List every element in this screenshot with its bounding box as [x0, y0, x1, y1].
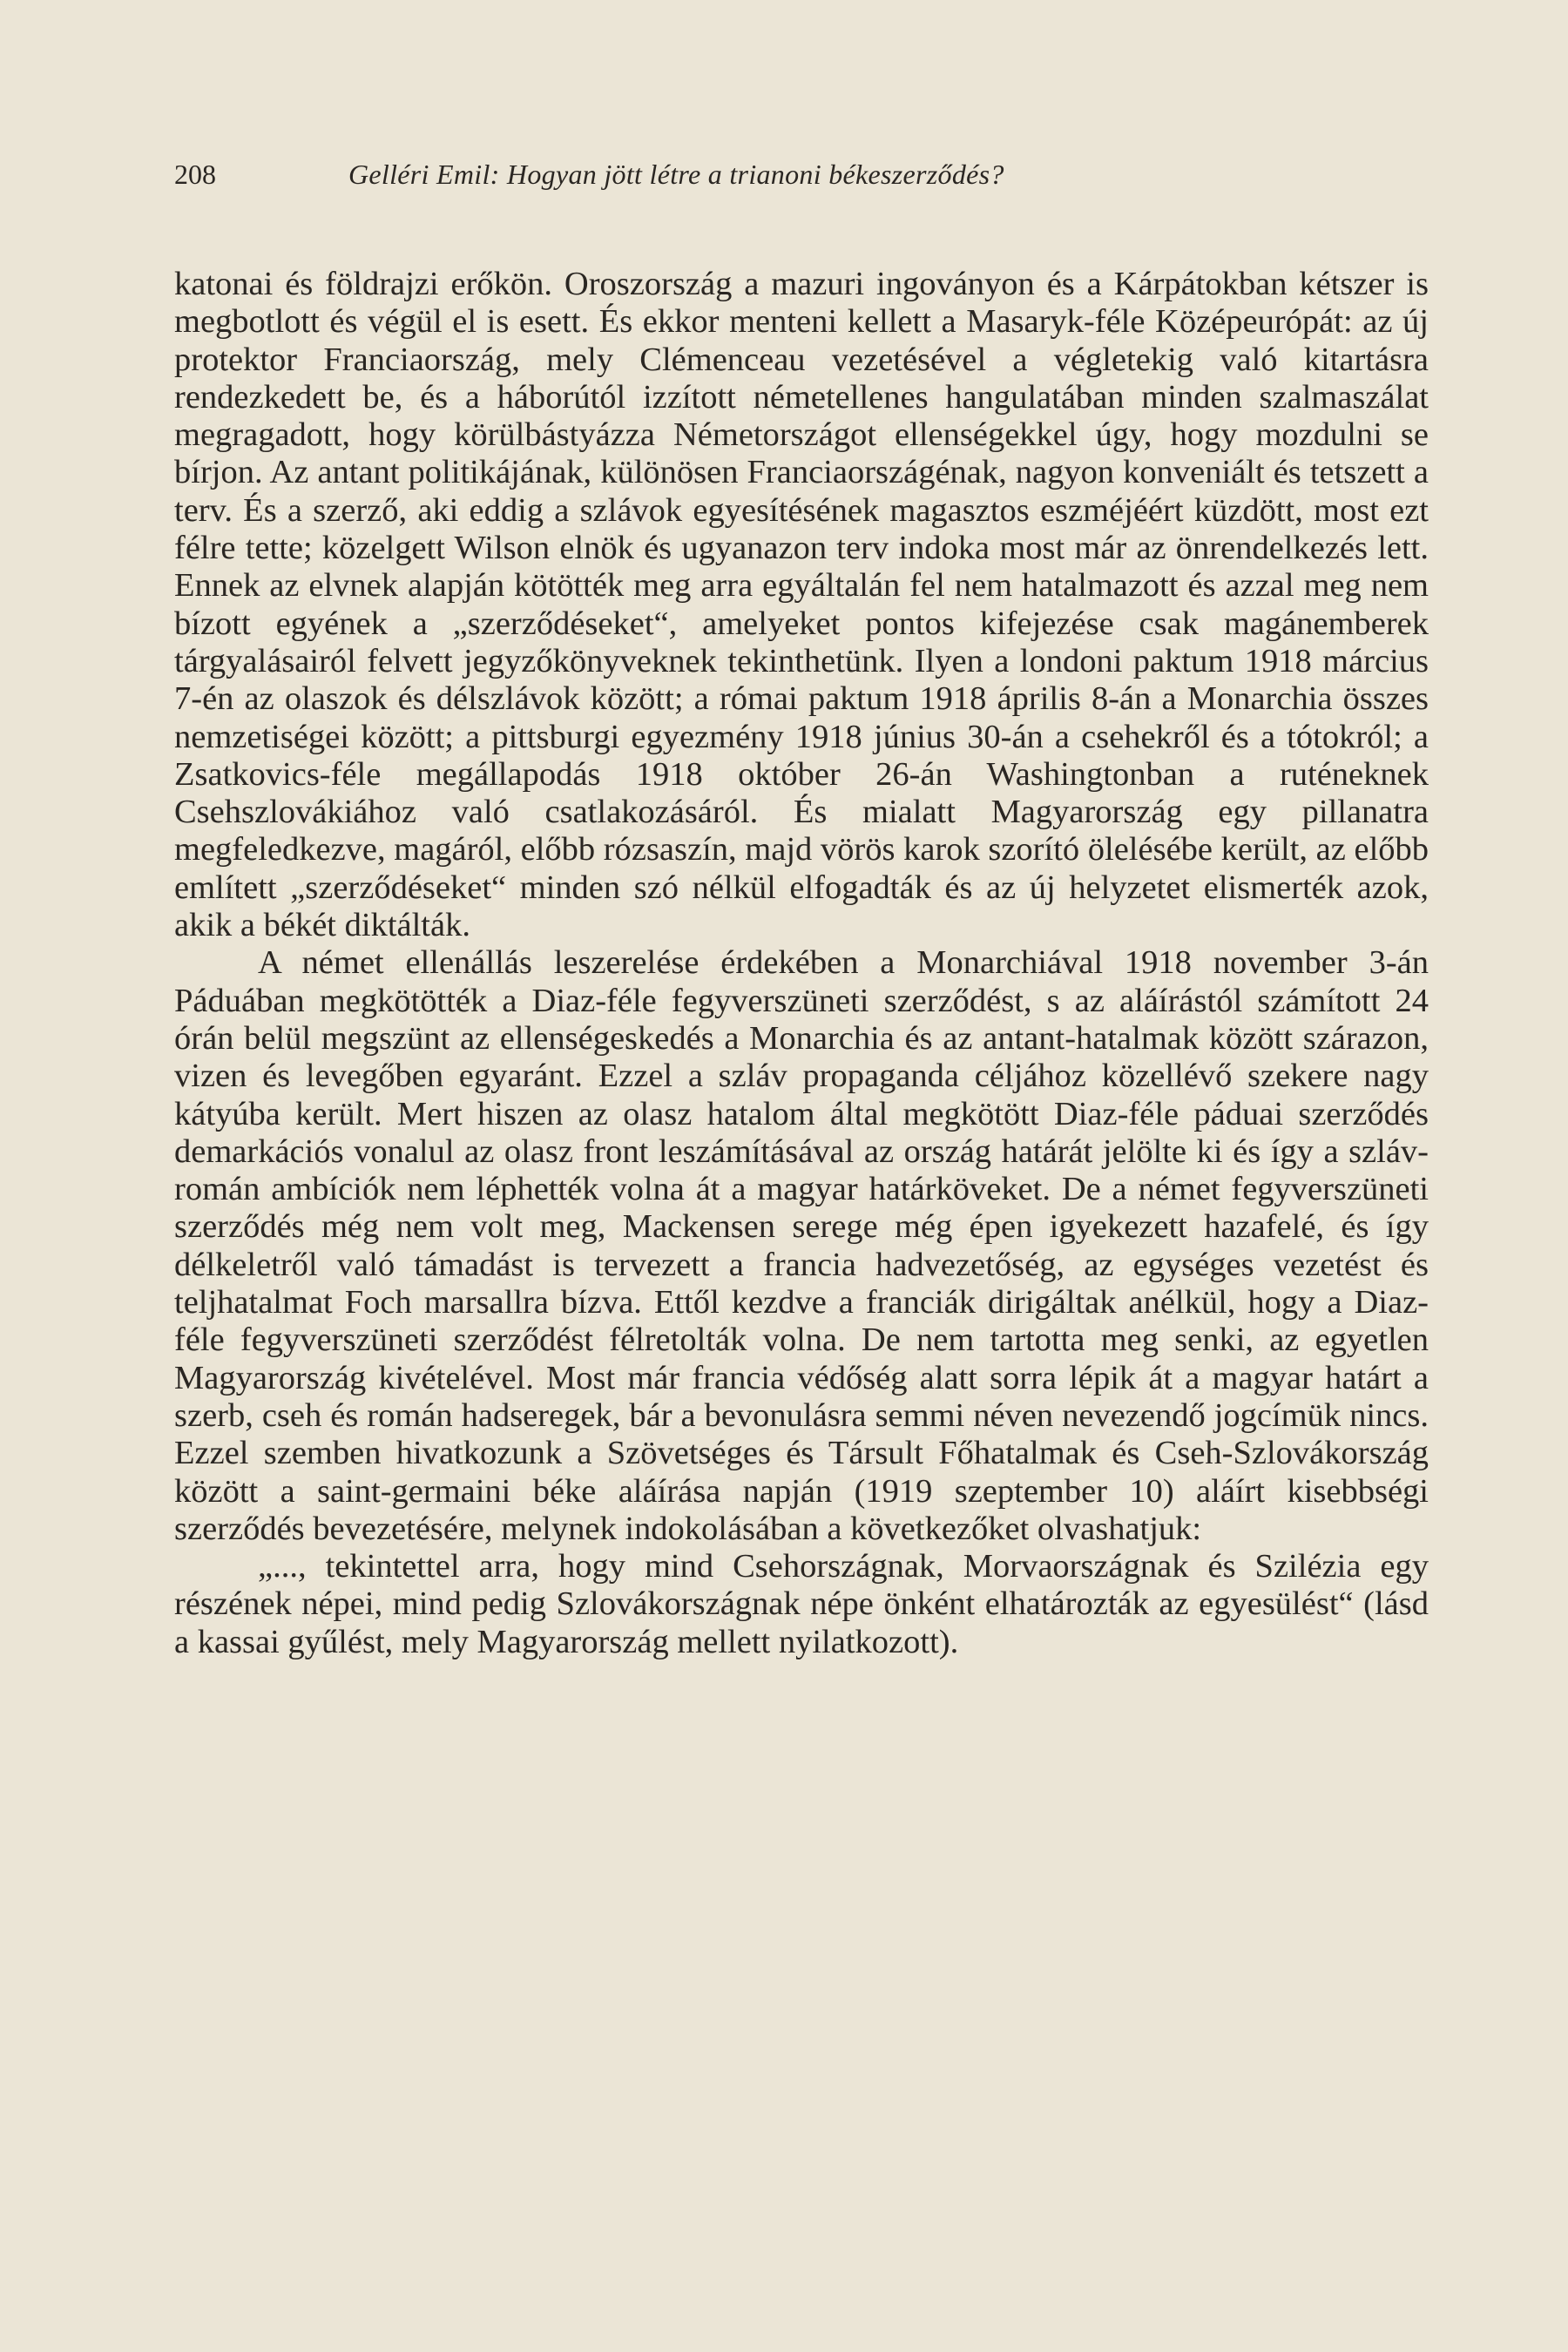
body-text [174, 266, 1429, 1661]
page-header [174, 148, 1420, 200]
paragraph-3-quote: „..., tekintettel arra, hogy mind Csehországnak, Morvaországnak és Szilézia egy részének népei, mind pedig Szlovákországnak népe önként elhatározták az egyesülést“ (lásd a kassai gyűlést, mely Magyarország mellett nyilatkozott). [174, 1548, 1429, 1660]
running-title: Gelléri Emil: Hogyan jött létre a trianoni békeszerződés? [348, 159, 1004, 190]
paragraph-2: A német ellenállás leszerelése érdekében a Monarchiával 1918 november 3-án Páduában megkötötték a Diaz-féle fegyverszüneti szerződést, s az aláírástól számított 24 órán belül megszünt az ellenségeskedés a Monarchia és az antant-hatalmak között szárazon, vizen és levegőben egyaránt. Ezzel a szláv propaganda céljához közellévő szekere nagy kátyúba került. Mert hiszen az olasz hatalom által megkötött Diaz-féle páduai szerződés demarkációs vonalul az olasz front leszámításával az ország határát jelölte ki és így a szláv-román ambíciók nem léphették volna át a magyar határköveket. De a német fegyverszüneti szerződés még nem volt meg, Mackensen serege még épen igyekezett hazafelé, és így délkeletről való támadást is tervezett a francia hadvezetőség, az egységes vezetést és teljhatalmat Foch marsallra bízva. Ettől kezdve a franciák dirigáltak anélkül, hogy a Diaz-féle fegyverszüneti szerződést félretolták volna. De nem tartotta meg senki, az egyetlen Magyarország kivételével. Most már francia védőség alatt sorra lépik át a magyar határt a szerb, cseh és román hadseregek, bár a bevonulásra semmi néven nevezendő jogcímük nincs. Ezzel szemben hivatkozunk a Szövetséges és Társult Főhatalmak és Cseh-Szlovákország között a saint-germaini béke aláírása napján (1919 szeptember 10) aláírt kisebbségi szerződés bevezetésére, melynek indokolásában a következőket olvashatjuk: [174, 944, 1429, 1547]
page-number: 208 [174, 159, 216, 190]
paragraph-1: katonai és földrajzi erőkön. Oroszország a mazuri ingoványon és a Kárpátokban kétszer is megbotlott és végül el is esett. És ekkor menteni kellett a Masaryk-féle Középeurópát: az új protektor Franciaország, mely Clémenceau vezetésével a végletekig való kitartásra rendezkedett be, és a háborútól izzított németellenes hangulatában minden szalmaszálat megragadott, hogy körülbástyázza Németországot ellenségekkel úgy, hogy mozdulni se bírjon. Az antant politikájának, különösen Franciaországénak, nagyon konveniált és tetszett a terv. És a szerző, aki eddig a szlávok egyesítésének magasztos eszméjéért küzdött, most ezt félre tette; közelgett Wilson elnök és ugyanazon terv indoka most már az önrendelkezés lett. Ennek az elvnek alapján kötötték meg arra egyáltalán fel nem hatalmazott és azzal meg nem bízott egyének a „szerződéseket“, amelyeket pontos kifejezése csak magánemberek tárgyalásairól felvett jegyzőkönyveknek tekinthetünk. Ilyen a londoni paktum 1918 március 7-én az olaszok és délszlávok között; a római paktum 1918 április 8-án a Monarchia összes nemzetiségei között; a pittsburgi egyezmény 1918 június 30-án a csehekről és a tótokról; a Zsatkovics-féle megállapodás 1918 október 26-án Washingtonban a ruténeknek Csehszlovákiához való csatlakozásáról. És mialatt Magyarország egy pillanatra megfeledkezve, magáról, előbb rózsaszín, majd vörös karok szorító ölelésébe került, az előbb említett „szerződéseket“ minden szó nélkül elfogadták és az új helyzetet elismerték azok, akik a békét diktálták. [174, 266, 1429, 944]
